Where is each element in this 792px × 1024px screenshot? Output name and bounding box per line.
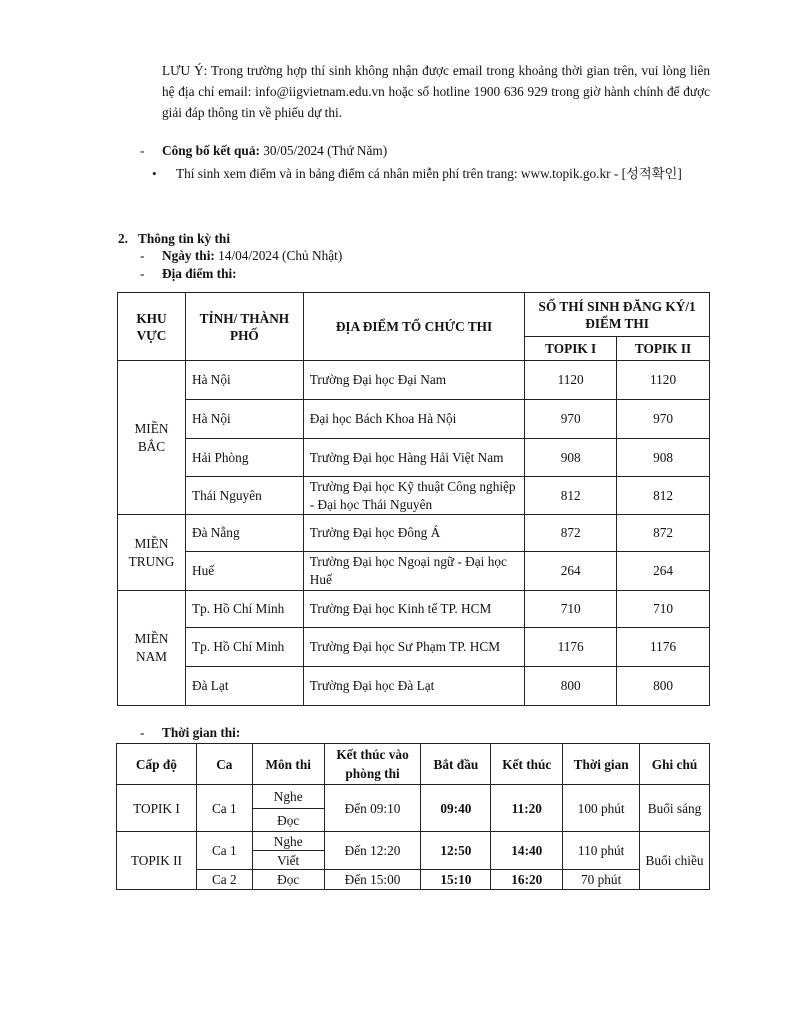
start-cell: 15:10 [421, 870, 491, 890]
table-row [118, 477, 710, 515]
topik2-count: 872 [617, 515, 710, 552]
table-row [118, 400, 710, 439]
venue-cell: Trường Đại học Kỹ thuật Công nghiệp - Đại học Thái Nguyên [303, 477, 524, 515]
table-row [118, 552, 710, 591]
note-cell: Buổi sáng [640, 785, 710, 832]
header-province: TỈNH/ THÀNH PHỐ [185, 293, 303, 361]
level-cell: TOPIK I [117, 785, 197, 832]
duration-cell: 100 phút [563, 785, 640, 832]
header-note: Ghi chú [640, 744, 710, 785]
header-level: Cấp độ [117, 744, 197, 785]
table-row [118, 439, 710, 477]
table-row [118, 628, 710, 667]
results-label: Công bố kết quả: [162, 143, 260, 158]
venue-cell: Trường Đại học Sư Phạm TP. HCM [303, 628, 524, 667]
header-start: Bắt đầu [421, 744, 491, 785]
entry-cell: Đến 15:00 [324, 870, 421, 890]
topik1-count: 264 [525, 552, 617, 591]
session-cell: Ca 2 [196, 870, 252, 890]
dash-marker: - [140, 725, 145, 740]
end-cell: 14:40 [491, 832, 563, 870]
topik2-count: 710 [617, 591, 710, 628]
topik1-count: 800 [525, 667, 617, 706]
topik2-count: 970 [617, 400, 710, 439]
topik1-count: 1176 [525, 628, 617, 667]
end-cell: 11:20 [491, 785, 563, 832]
province-cell: Hải Phòng [185, 439, 303, 477]
topik1-count: 872 [525, 515, 617, 552]
locations-table [117, 292, 710, 706]
topik2-count: 812 [617, 477, 710, 515]
topik2-count: 1120 [617, 361, 710, 400]
entry-cell: Đến 12:20 [324, 832, 421, 870]
exam-date-value: 14/04/2024 (Chủ Nhật) [214, 248, 343, 263]
venue-cell: Đại học Bách Khoa Hà Nội [303, 400, 524, 439]
venue-cell: Trường Đại học Hàng Hải Việt Nam [303, 439, 524, 477]
venue-cell: Trường Đại học Đại Nam [303, 361, 524, 400]
bullet-icon: • [152, 166, 157, 181]
duration-cell: 110 phút [563, 832, 640, 870]
session-cell: Ca 1 [196, 832, 252, 870]
level-cell: TOPIK II [117, 832, 197, 890]
section-title: Thông tin kỳ thi [138, 231, 231, 246]
exam-date-label: Ngày thi: [162, 248, 215, 263]
results-announcement [140, 141, 387, 161]
venue-cell: Trường Đại học Đông Á [303, 515, 524, 552]
start-cell: 09:40 [421, 785, 491, 832]
schedule-table [116, 743, 710, 890]
dash-marker: - [140, 248, 145, 263]
province-cell: Tp. Hồ Chí Minh [185, 591, 303, 628]
header-end: Kết thúc [491, 744, 563, 785]
exam-date [140, 246, 342, 266]
venue-cell: Trường Đại học Kinh tế TP. HCM [303, 591, 524, 628]
dash-marker: - [140, 266, 145, 281]
exam-venue-label: Địa điểm thi: [162, 266, 237, 281]
subject-cell: Nghe [252, 832, 324, 851]
table-row [118, 515, 710, 552]
note-cell: Buổi chiều [640, 832, 710, 890]
topik1-count: 710 [525, 591, 617, 628]
results-bullet [152, 162, 696, 186]
subject-cell: Đọc [252, 870, 324, 890]
table-row [117, 870, 710, 890]
session-cell: Ca 1 [196, 785, 252, 832]
header-duration: Thời gian [563, 744, 640, 785]
region-cell: MIỀN TRUNG [118, 515, 186, 591]
region-cell: MIỀN BẮC [118, 361, 186, 515]
results-bullet-text: Thí sinh xem điểm và in bảng điểm cá nhân miễn phí trên trang: www.topik.go.kr - [성적확인] [176, 166, 682, 181]
email-notice: LƯU Ý: Trong trường hợp thí sinh không nhận được email trong khoảng thời gian trên, vui lòng liên hệ địa chỉ email: info@iigvietnam.edu.vn hoặc số hotline 1900 636 929 trong giờ hành chính để được giải đáp thông tin về phiếu dự thi. [162, 63, 710, 120]
table-row [117, 832, 710, 851]
province-cell: Tp. Hồ Chí Minh [185, 628, 303, 667]
table-row [118, 361, 710, 400]
venue-cell: Trường Đại học Ngoại ngữ - Đại học Huế [303, 552, 524, 591]
duration-cell: 70 phút [563, 870, 640, 890]
topik1-count: 970 [525, 400, 617, 439]
topik2-count: 800 [617, 667, 710, 706]
table-row [117, 785, 710, 809]
topik1-count: 812 [525, 477, 617, 515]
dash-marker: - [140, 143, 145, 158]
province-cell: Hà Nội [185, 400, 303, 439]
results-date: 30/05/2024 (Thứ Năm) [259, 143, 388, 158]
table-row [118, 667, 710, 706]
province-cell: Huế [185, 552, 303, 591]
entry-cell: Đến 09:10 [324, 785, 421, 832]
section-number: 2. [118, 231, 128, 246]
header-region: KHU VỰC [118, 293, 186, 361]
province-cell: Đà Nẵng [185, 515, 303, 552]
subject-cell: Viết [252, 851, 324, 870]
table-row [118, 591, 710, 628]
header-subject: Môn thi [252, 744, 324, 785]
header-session: Ca [196, 744, 252, 785]
header-topik1: TOPIK I [525, 337, 617, 361]
topik2-count: 1176 [617, 628, 710, 667]
exam-schedule-heading [140, 723, 240, 743]
header-entry-deadline: Kết thúc vào phòng thi [324, 744, 421, 785]
start-cell: 12:50 [421, 832, 491, 870]
region-cell: MIỀN NAM [118, 591, 186, 706]
subject-cell: Nghe [252, 785, 324, 809]
exam-venue [140, 264, 237, 284]
province-cell: Hà Nội [185, 361, 303, 400]
end-cell: 16:20 [491, 870, 563, 890]
header-venue: ĐỊA ĐIỂM TỔ CHỨC THI [303, 293, 524, 361]
topik1-count: 1120 [525, 361, 617, 400]
exam-schedule-label: Thời gian thi: [162, 725, 241, 740]
subject-cell: Đọc [252, 809, 324, 832]
topik1-count: 908 [525, 439, 617, 477]
province-cell: Đà Lạt [185, 667, 303, 706]
venue-cell: Trường Đại học Đà Lạt [303, 667, 524, 706]
province-cell: Thái Nguyên [185, 477, 303, 515]
topik2-count: 264 [617, 552, 710, 591]
header-count-group: SỐ THÍ SINH ĐĂNG KÝ/1 ĐIỂM THI [525, 293, 710, 337]
header-topik2: TOPIK II [617, 337, 710, 361]
topik2-count: 908 [617, 439, 710, 477]
